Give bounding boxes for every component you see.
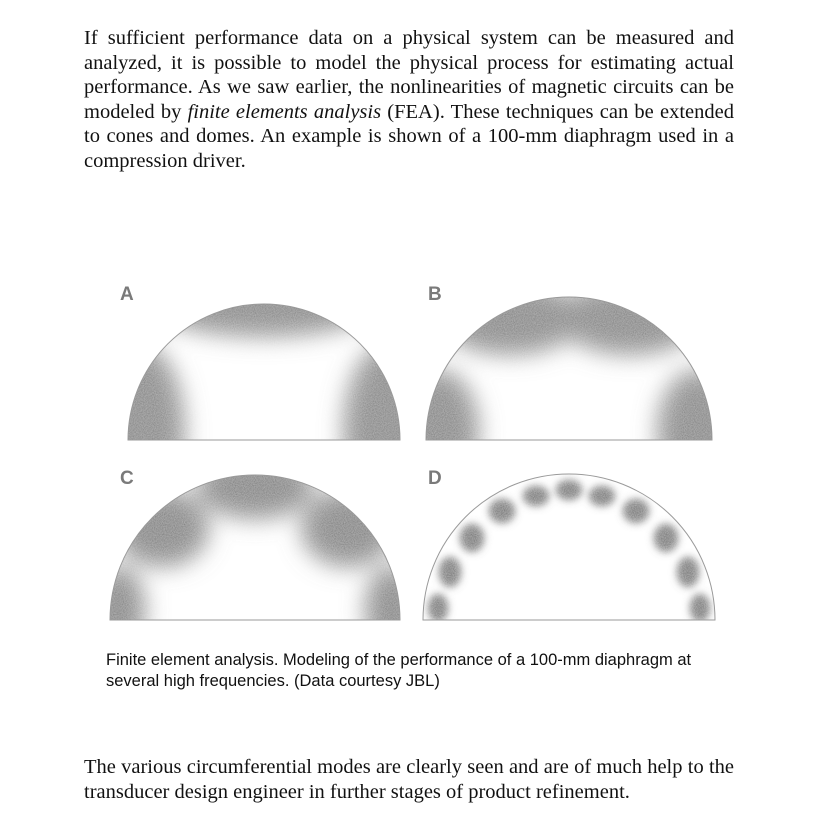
closing-paragraph: The various circumferential modes are clearly seen and are of much help to the transducer design engineer in further stages of product refinement.	[84, 756, 734, 803]
figure-caption: Finite element analysis. Modeling of the performance of a 100-mm diaphragm at several high frequencies. (Data courtesy JBL)	[106, 651, 692, 690]
panel-c-label: C	[120, 468, 134, 489]
intro-text-2: (FEA). These techniques can be extended to cones and domes. An example is shown of a 100-mm diaphragm used in a compression driver.	[84, 100, 735, 172]
panel-b	[398, 282, 738, 494]
panel-d	[415, 468, 725, 625]
panel-c	[92, 454, 418, 654]
panel-d-label: D	[428, 468, 442, 489]
intro-text-1: If sufficient performance data on a physical system can be measured and analyzed, it is possible to model the physical process for estimating actual performance. As we saw earlier, the nonlinearities of magnetic circuits can be modeled by	[84, 27, 734, 123]
fea-emphasis: finite elements analysis	[187, 100, 382, 123]
panel-b-label: B	[428, 284, 442, 305]
panel-a-label: A	[120, 284, 134, 305]
